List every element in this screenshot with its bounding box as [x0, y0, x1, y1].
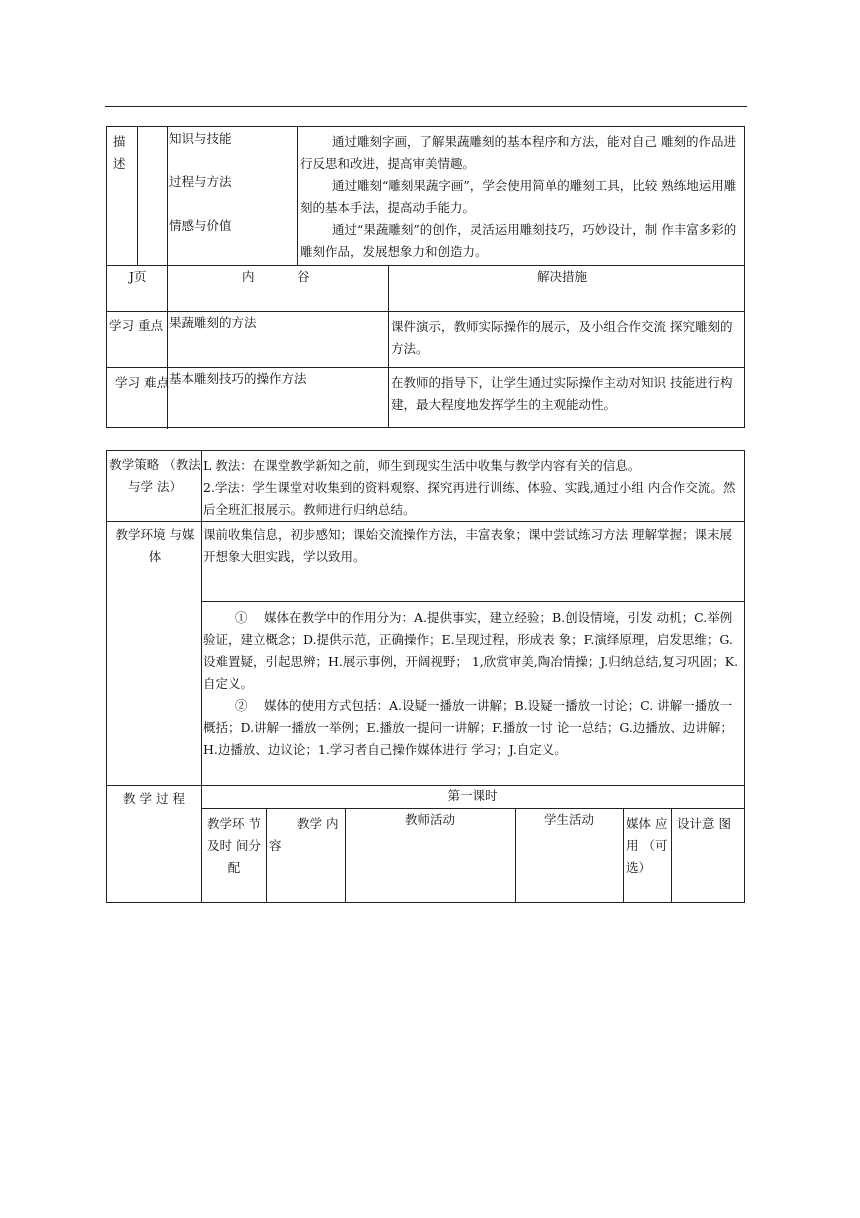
objective-label-knowledge: 知识与技能: [169, 131, 232, 146]
objective-paragraph: 通过“果蔬雕刻”的创作，灵活运用雕刻技巧，巧妙设计，制 作丰富多彩的雕刻作品，发展想象力和创造力。: [300, 222, 737, 259]
media-text: [203, 607, 743, 761]
objective-paragraph: 通过雕刻字画，了解果蔬雕刻的基本程序和方法，能对自己 雕刻的作品进行反思和改进，提高审美情趣。: [300, 134, 736, 171]
keypoints-header-item: J页: [129, 269, 147, 284]
objectives-side-label: 描述: [113, 134, 126, 171]
media-item: ① 媒体在教学中的作用分为：A.提供事实，建立经验；B.创设情境，引发 动机；C.举例验证，建立概念；D.提供示范，正确操作；E.呈现过程，形成表 象；F.演绎原理，启发思维；G.设难置疑，引起思辨；H.展示事例，开阔视野； 1,欣赏审美,陶冶情操；J.归纳总结,复习巩固；K.自定义。: [203, 610, 739, 691]
process-label: 教 学 过 程: [123, 791, 185, 806]
process-column: 媒体 应用 （可选）: [626, 816, 668, 875]
lesson-title: 第一课时: [447, 788, 498, 803]
strategy-line: 2.学法：学生课堂对收集到的资料观察、探究再进行训练、体验、实践,通过小组 内合作交流。然后全班汇报展示。教师进行归纳总结。: [203, 480, 736, 517]
process-column: 设计意 图: [677, 816, 731, 831]
process-column: 教学环 节及时 间分配: [207, 816, 261, 875]
objectives-text: [300, 131, 742, 263]
keypoint-measure: 在教师的指导下，让学生通过实际操作主动对知识 技能进行构建，最大程度地发挥学生的主观能动性。: [391, 375, 733, 412]
environment-text: 课前收集信息，初步感知；课始交流操作方法，丰富表象；课中尝试练习方法 理解掌握；课末展开想象大胆实践，学以致用。: [203, 527, 732, 564]
strategy-table: [106, 450, 745, 903]
keypoint-content: 果蔬雕刻的方法: [169, 315, 257, 330]
keypoint-label: 学习 难点: [115, 375, 169, 390]
media-item: ② 媒体的使用方式包括：A.设疑一播放一讲解；B.设疑一播放一讨论；C. 讲解一播放一概括；D.讲解一播放一举例；E.播放一提问一讲解；F.播放一讨 论一总结；G.边播放、边讲解；H.边播放、边议论；1.学习者自己操作媒体进行 学习；J.自定义。: [203, 698, 733, 757]
keypoints-header-content-a: 内: [242, 269, 255, 284]
objectives-table: [106, 126, 745, 428]
keypoint-content: 基本雕刻技巧的操作方法: [169, 371, 307, 386]
objective-label-emotion: 情感与价值: [169, 218, 232, 233]
header-rule: [105, 106, 747, 107]
keypoint-label: 学习 重点: [109, 318, 163, 333]
strategy-text: [203, 455, 743, 521]
keypoint-measure: 课件演示，教师实际操作的展示，及小组合作交流 探究雕刻的方法。: [391, 319, 733, 356]
keypoints-header-measures: 解决措施: [537, 269, 588, 284]
process-column: 教学 内容: [269, 816, 339, 853]
environment-label: 教学环境 与媒 体: [115, 527, 195, 564]
strategy-label: 教学策略 （教法与学 法）: [109, 457, 201, 494]
keypoints-header-content-b: 谷: [297, 269, 310, 284]
process-column: 教师活动: [404, 812, 455, 827]
strategy-line: L 教法：在课堂教学新知之前，师生到现实生活中收集与教学内容有关的信息。: [203, 458, 641, 473]
objective-label-process: 过程与方法: [169, 174, 232, 189]
process-column: 学生活动: [543, 812, 594, 827]
objective-paragraph: 通过雕刻“雕刻果蔬字画”，学会使用简单的雕刻工具，比较 熟练地运用雕刻的基本手法，提高动手能力。: [300, 178, 737, 215]
